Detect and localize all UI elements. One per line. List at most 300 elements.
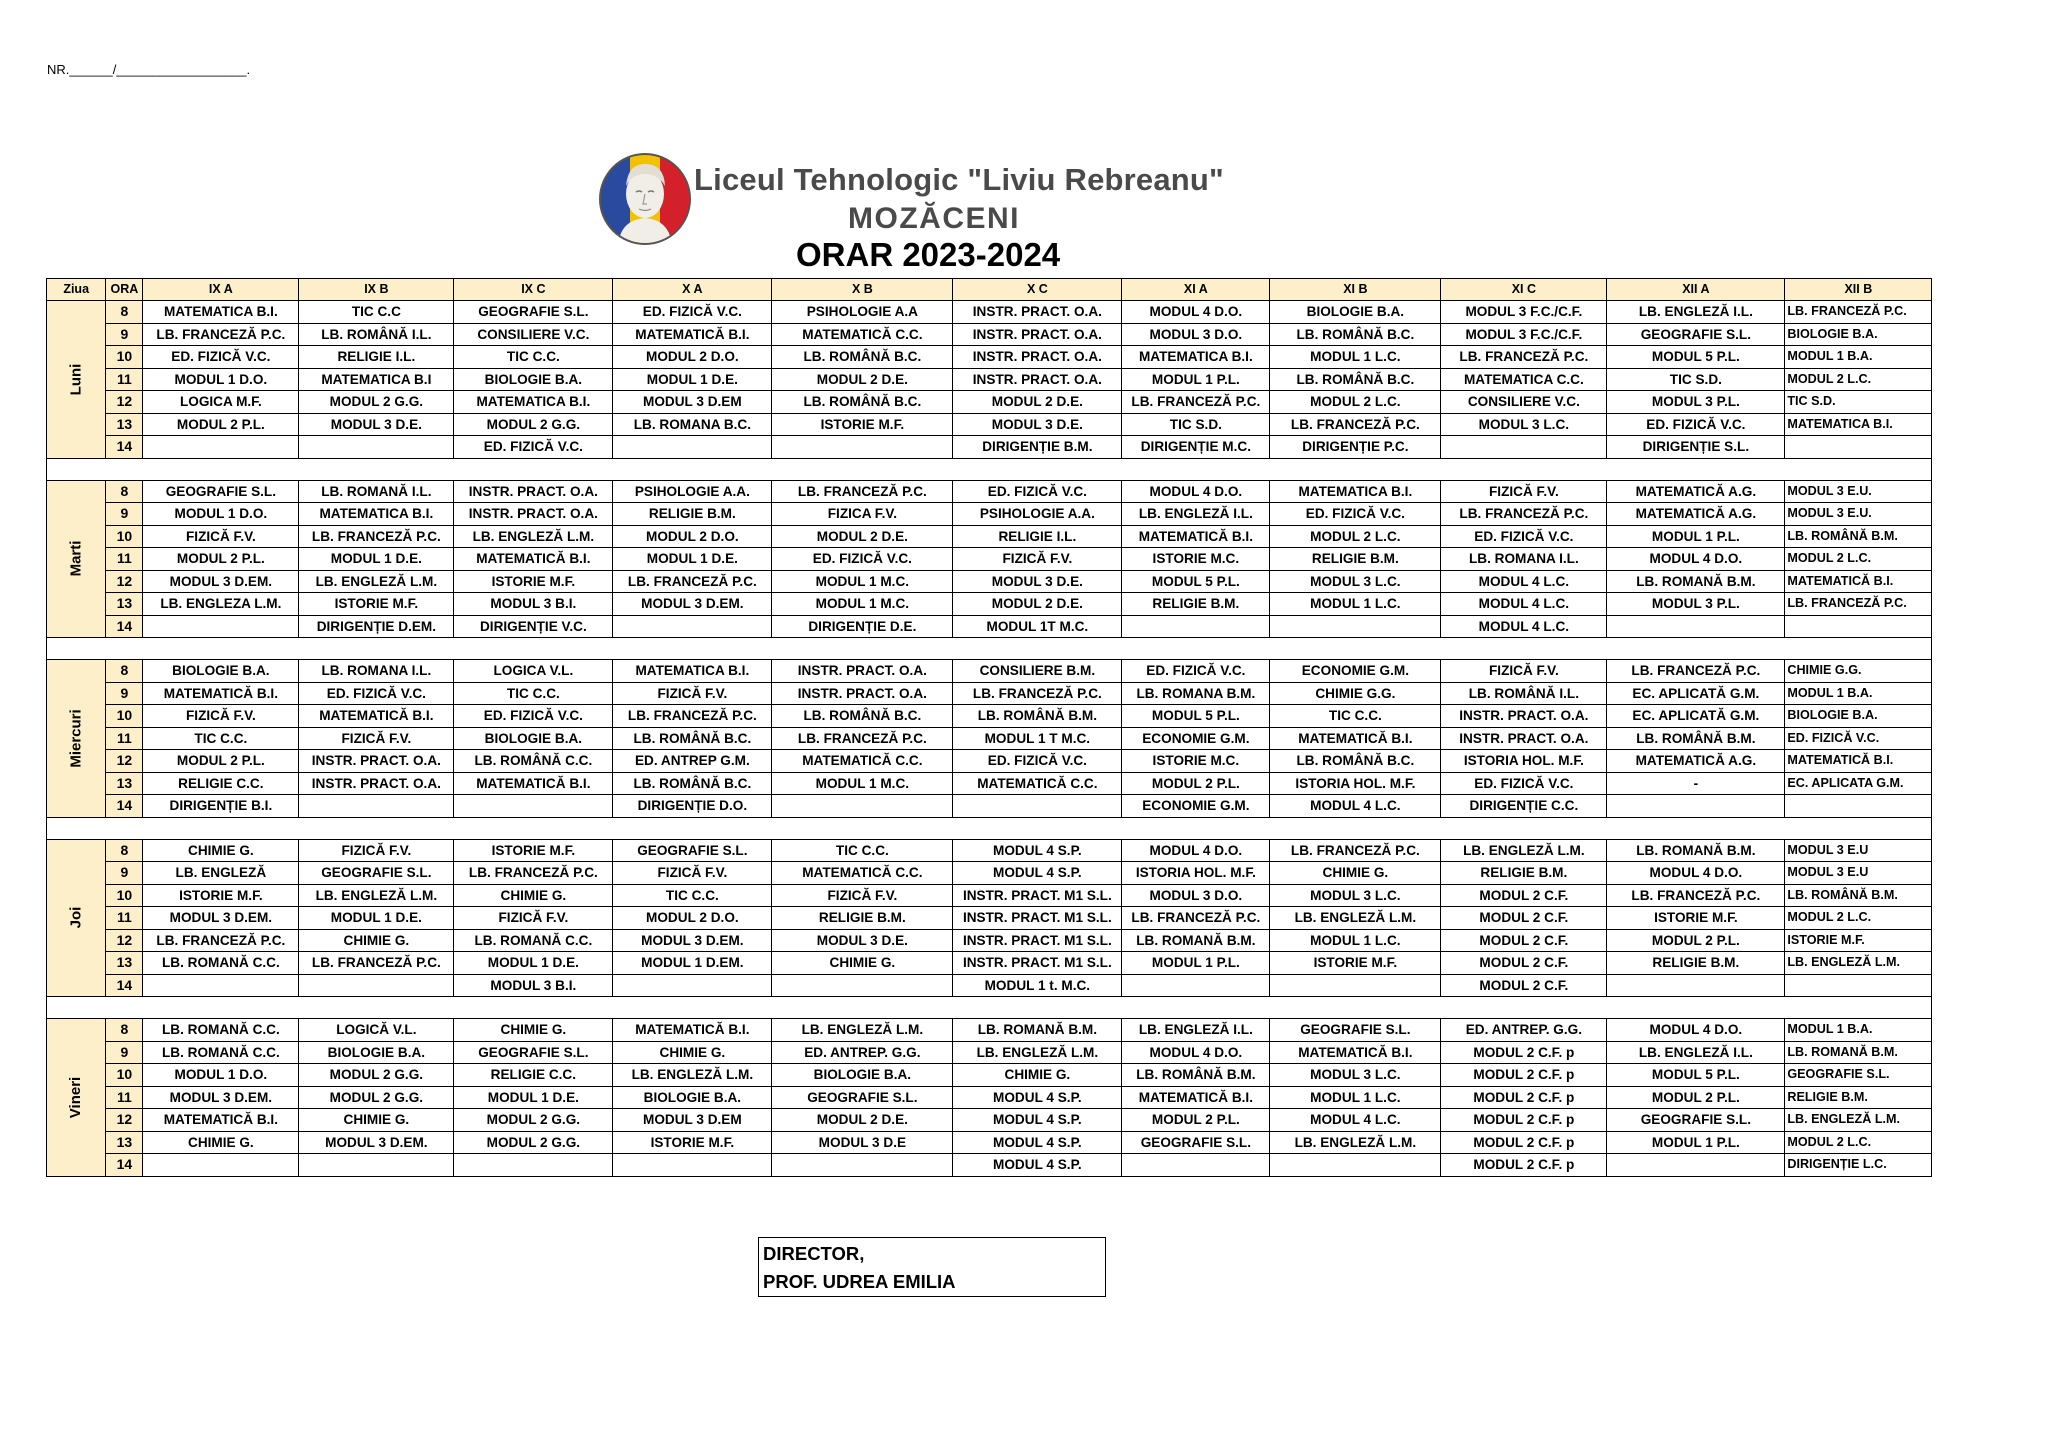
subject-cell: ED. FIZICĂ V.C.: [1607, 413, 1785, 436]
subject-cell: CHIMIE G.: [454, 884, 613, 907]
subject-cell: CHIMIE G.: [143, 1131, 299, 1154]
subject-cell: LB. FRANCEZĂ P.C.: [613, 570, 772, 593]
header-class: XI A: [1122, 279, 1270, 301]
subject-cell: [1270, 1154, 1441, 1177]
subject-cell: [454, 795, 613, 818]
subject-cell: MODUL 3 B.I.: [454, 974, 613, 997]
subject-cell: [613, 974, 772, 997]
subject-cell: MATEMATICĂ C.C.: [772, 750, 953, 773]
subject-cell: [1785, 615, 1932, 638]
subject-cell: MODUL 1 D.E.: [613, 368, 772, 391]
subject-cell: LB. ENGLEZĂ L.M.: [1270, 1131, 1441, 1154]
subject-cell: LB. ENGLEZĂ L.M.: [299, 884, 454, 907]
timetable-row: [47, 1086, 1932, 1109]
subject-cell: PSIHOLOGIE A.A.: [613, 480, 772, 503]
subject-cell: MATEMATICĂ B.I.: [299, 705, 454, 728]
subject-cell: MODUL 1 P.L.: [1122, 952, 1270, 975]
subject-cell: MATEMATICA B.I.: [454, 391, 613, 414]
subject-cell: MATEMATICĂ B.I.: [143, 1109, 299, 1132]
subject-cell: [1785, 436, 1932, 459]
subject-cell: MODUL 2 P.L.: [1607, 1086, 1785, 1109]
subject-cell: MODUL 2 P.L.: [1122, 1109, 1270, 1132]
header-class: IX A: [143, 279, 299, 301]
header-class: XI C: [1441, 279, 1607, 301]
subject-cell: INSTR. PRACT. O.A.: [1441, 705, 1607, 728]
header-class: IX C: [454, 279, 613, 301]
subject-cell: INSTR. PRACT. M1 S.L.: [953, 952, 1122, 975]
director-label: DIRECTOR,: [763, 1243, 865, 1264]
subject-cell: [1270, 974, 1441, 997]
subject-cell: LB. ROMÂNĂ B.C.: [772, 346, 953, 369]
subject-cell: MODUL 2 L.C.: [1270, 525, 1441, 548]
subject-cell: -: [1607, 772, 1785, 795]
subject-cell: LB. ROMANĂ B.M.: [1607, 570, 1785, 593]
subject-cell: INSTR. PRACT. O.A.: [299, 772, 454, 795]
subject-cell: MODUL 3 D.EM.: [613, 593, 772, 616]
header-class: X C: [953, 279, 1122, 301]
subject-cell: MODUL 3 D.O.: [1122, 323, 1270, 346]
subject-cell: [772, 795, 953, 818]
subject-cell: [1607, 795, 1785, 818]
separator-cell: [47, 817, 1932, 839]
timetable-row: [47, 772, 1932, 795]
subject-cell: RELIGIE C.C.: [143, 772, 299, 795]
subject-cell: MODUL 2 D.E.: [772, 368, 953, 391]
subject-cell: MODUL 5 P.L.: [1122, 570, 1270, 593]
hour-cell: 10: [106, 1064, 143, 1087]
subject-cell: MODUL 2 C.F. p: [1441, 1109, 1607, 1132]
subject-cell: ED. FIZICĂ V.C.: [1441, 772, 1607, 795]
hour-cell: 13: [106, 593, 143, 616]
hour-cell: 10: [106, 884, 143, 907]
subject-cell: RELIGIE I.L.: [953, 525, 1122, 548]
subject-cell: [772, 436, 953, 459]
subject-cell: MODUL 4 D.O.: [1607, 548, 1785, 571]
subject-cell: [299, 974, 454, 997]
subject-cell: DIRIGENȚIE P.C.: [1270, 436, 1441, 459]
subject-cell: LB. ROMÂNĂ B.C.: [1270, 368, 1441, 391]
subject-cell: MODUL 3 B.I.: [454, 593, 613, 616]
hour-cell: 12: [106, 391, 143, 414]
subject-cell: LB. FRANCEZĂ P.C.: [772, 480, 953, 503]
header-day: Ziua: [47, 279, 106, 301]
subject-cell: LB. ENGLEZĂ L.M.: [1441, 839, 1607, 862]
subject-cell: MODUL 3 L.C.: [1270, 570, 1441, 593]
subject-cell: MODUL 2 D.O.: [613, 525, 772, 548]
subject-cell: MODUL 2 C.F. p: [1441, 1041, 1607, 1064]
subject-cell: MODUL 2 L.C.: [1785, 368, 1932, 391]
subject-cell: INSTR. PRACT. M1 S.L.: [953, 907, 1122, 930]
day-cell: [47, 301, 106, 459]
subject-cell: DIRIGENȚIE B.I.: [143, 795, 299, 818]
subject-cell: MATEMATICĂ C.C.: [953, 772, 1122, 795]
subject-cell: MODUL 2 P.L.: [143, 413, 299, 436]
subject-cell: ED. FIZICĂ V.C.: [454, 436, 613, 459]
subject-cell: MODUL 3 D.E: [772, 1131, 953, 1154]
subject-cell: LB. ROMÂNĂ B.M.: [1122, 1064, 1270, 1087]
subject-cell: CONSILIERE B.M.: [953, 660, 1122, 683]
subject-cell: MODUL 2 C.F. p: [1441, 1131, 1607, 1154]
separator-cell: [47, 458, 1932, 480]
subject-cell: RELIGIE B.M.: [772, 907, 953, 930]
subject-cell: [1785, 795, 1932, 818]
subject-cell: [1785, 974, 1932, 997]
subject-cell: TIC C.C: [299, 301, 454, 324]
hour-cell: 9: [106, 1041, 143, 1064]
subject-cell: FIZICĂ F.V.: [772, 884, 953, 907]
subject-cell: LB. ROMANA I.L.: [299, 660, 454, 683]
subject-cell: LB. FRANCEZĂ P.C.: [953, 682, 1122, 705]
subject-cell: FIZICĂ F.V.: [613, 862, 772, 885]
subject-cell: ED. FIZICĂ V.C.: [1270, 503, 1441, 526]
subject-cell: LB. ROMÂNĂ I.L.: [1441, 682, 1607, 705]
subject-cell: MATEMATICĂ B.I.: [1270, 727, 1441, 750]
subject-cell: LB. ROMANĂ C.C.: [143, 1019, 299, 1042]
subject-cell: MODUL 4 D.O.: [1122, 480, 1270, 503]
day-separator: [47, 458, 1932, 480]
timetable-row: [47, 862, 1932, 885]
timetable-row: [47, 952, 1932, 975]
subject-cell: CHIMIE G.G.: [1270, 682, 1441, 705]
subject-cell: FIZICĂ F.V.: [143, 705, 299, 728]
subject-cell: MODUL 2 C.F.: [1441, 929, 1607, 952]
header-class: IX B: [299, 279, 454, 301]
subject-cell: MATEMATICĂ B.I.: [143, 682, 299, 705]
subject-cell: [1122, 974, 1270, 997]
hour-cell: 12: [106, 570, 143, 593]
subject-cell: MATEMATICĂ C.C.: [772, 323, 953, 346]
subject-cell: CHIMIE G.: [1270, 862, 1441, 885]
hour-cell: 11: [106, 368, 143, 391]
subject-cell: MODUL 1 D.E.: [299, 548, 454, 571]
hour-cell: 14: [106, 615, 143, 638]
subject-cell: DIRIGENȚIE L.C.: [1785, 1154, 1932, 1177]
timetable-row: [47, 795, 1932, 818]
subject-cell: MODUL 3 E.U.: [1785, 480, 1932, 503]
subject-cell: MODUL 2 G.G.: [454, 1109, 613, 1132]
subject-cell: MATEMATICĂ B.I.: [454, 772, 613, 795]
subject-cell: MODUL 5 P.L.: [1122, 705, 1270, 728]
subject-cell: MODUL 3 F.C./C.F.: [1441, 301, 1607, 324]
subject-cell: TIC C.C.: [1270, 705, 1441, 728]
subject-cell: BIOLOGIE B.A.: [772, 1064, 953, 1087]
subject-cell: MODUL 2 G.G.: [299, 391, 454, 414]
subject-cell: MODUL 4 S.P.: [953, 1154, 1122, 1177]
subject-cell: LB. ENGLEZĂ L.M.: [1785, 952, 1932, 975]
subject-cell: TIC C.C.: [454, 682, 613, 705]
subject-cell: ED. FIZICĂ V.C.: [613, 301, 772, 324]
subject-cell: MATEMATICA B.I.: [143, 301, 299, 324]
subject-cell: LB. FRANCEZĂ P.C.: [1270, 413, 1441, 436]
subject-cell: [1607, 974, 1785, 997]
subject-cell: MATEMATICA B.I.: [1122, 346, 1270, 369]
subject-cell: RELIGIE B.M.: [1270, 548, 1441, 571]
subject-cell: CHIMIE G.G.: [1785, 660, 1932, 683]
day-cell: [47, 660, 106, 818]
subject-cell: BIOLOGIE B.A.: [143, 660, 299, 683]
subject-cell: ISTORIE M.F.: [454, 839, 613, 862]
timetable: [46, 278, 1932, 1177]
subject-cell: MODUL 3 D.E.: [299, 413, 454, 436]
subject-cell: MODUL 2 P.L.: [1122, 772, 1270, 795]
day-label: Joi: [67, 906, 85, 929]
subject-cell: TIC S.D.: [1122, 413, 1270, 436]
subject-cell: LB. ROMÂNĂ B.M.: [953, 705, 1122, 728]
subject-cell: ISTORIE M.F.: [454, 570, 613, 593]
subject-cell: TIC C.C.: [143, 727, 299, 750]
subject-cell: LB. FRANCEZĂ P.C.: [1607, 884, 1785, 907]
hour-cell: 12: [106, 1109, 143, 1132]
subject-cell: FIZICĂ F.V.: [299, 839, 454, 862]
subject-cell: MODUL 4 S.P.: [953, 839, 1122, 862]
subject-cell: LB. FRANCEZĂ P.C.: [143, 929, 299, 952]
hour-cell: 8: [106, 839, 143, 862]
subject-cell: MODUL 4 D.O.: [1607, 1019, 1785, 1042]
subject-cell: MODUL 2 L.C.: [1785, 1131, 1932, 1154]
subject-cell: BIOLOGIE B.A.: [1785, 323, 1932, 346]
subject-cell: DIRIGENȚIE D.O.: [613, 795, 772, 818]
subject-cell: MODUL 1 D.E.: [299, 907, 454, 930]
subject-cell: LB. ROMÂNĂ B.C.: [772, 705, 953, 728]
subject-cell: DIRIGENȚIE B.M.: [953, 436, 1122, 459]
subject-cell: PSIHOLOGIE A.A: [772, 301, 953, 324]
subject-cell: MATEMATICĂ B.I.: [1270, 1041, 1441, 1064]
timetable-row: [47, 548, 1932, 571]
timetable-row: [47, 593, 1932, 616]
subject-cell: MODUL 1 D.EM.: [613, 952, 772, 975]
subject-cell: GEOGRAFIE S.L.: [1270, 1019, 1441, 1042]
subject-cell: LB. FRANCEZĂ P.C.: [1441, 346, 1607, 369]
subject-cell: CHIMIE G.: [299, 929, 454, 952]
subject-cell: CHIMIE G.: [454, 1019, 613, 1042]
subject-cell: LB. ENGLEZĂ L.M.: [772, 1019, 953, 1042]
subject-cell: ED. FIZICĂ V.C.: [953, 750, 1122, 773]
subject-cell: LB. FRANCEZĂ P.C.: [1270, 839, 1441, 862]
subject-cell: LOGICA V.L.: [454, 660, 613, 683]
subject-cell: LB. ENGLEZĂ I.L.: [1607, 1041, 1785, 1064]
subject-cell: ISTORIE M.C.: [1122, 750, 1270, 773]
subject-cell: [299, 1154, 454, 1177]
timetable-row: [47, 436, 1932, 459]
subject-cell: LB. ROMANA B.C.: [613, 413, 772, 436]
timetable-row: [47, 974, 1932, 997]
hour-cell: 11: [106, 1086, 143, 1109]
subject-cell: DIRIGENȚIE S.L.: [1607, 436, 1785, 459]
hour-cell: 14: [106, 795, 143, 818]
day-separator: [47, 638, 1932, 660]
subject-cell: MODUL 2 C.F. p: [1441, 1064, 1607, 1087]
timetable-row: [47, 413, 1932, 436]
subject-cell: INSTR. PRACT. O.A.: [953, 346, 1122, 369]
subject-cell: MODUL 2 L.C.: [1785, 548, 1932, 571]
timetable-header-row: [47, 279, 1932, 301]
subject-cell: RELIGIE B.M.: [613, 503, 772, 526]
subject-cell: MODUL 3 D.EM.: [143, 570, 299, 593]
subject-cell: MODUL 1 D.E.: [613, 548, 772, 571]
hour-cell: 9: [106, 682, 143, 705]
subject-cell: ED. FIZICĂ V.C.: [1441, 525, 1607, 548]
subject-cell: MODUL 3 D.O.: [1122, 884, 1270, 907]
subject-cell: MODUL 2 G.G.: [299, 1064, 454, 1087]
subject-cell: INSTR. PRACT. O.A.: [772, 682, 953, 705]
subject-cell: MODUL 3 D.EM.: [143, 907, 299, 930]
subject-cell: LOGICA M.F.: [143, 391, 299, 414]
hour-cell: 9: [106, 503, 143, 526]
subject-cell: LB. ROMÂNĂ B.M.: [1607, 727, 1785, 750]
subject-cell: LB. ENGLEZĂ L.M.: [1270, 907, 1441, 930]
timetable-row: [47, 1064, 1932, 1087]
subject-cell: LB. FRANCEZĂ P.C.: [299, 525, 454, 548]
subject-cell: ED. FIZICĂ V.C.: [1785, 727, 1932, 750]
subject-cell: MODUL 2 G.G.: [454, 1131, 613, 1154]
header-class: XI B: [1270, 279, 1441, 301]
timetable-row: [47, 929, 1932, 952]
hour-cell: 8: [106, 301, 143, 324]
subject-cell: LB. ROMÂNĂ B.M.: [1785, 525, 1932, 548]
subject-cell: PSIHOLOGIE A.A.: [953, 503, 1122, 526]
subject-cell: [772, 1154, 953, 1177]
subject-cell: LB. FRANCEZĂ P.C.: [454, 862, 613, 885]
subject-cell: ISTORIE M.F.: [613, 1131, 772, 1154]
hour-cell: 11: [106, 548, 143, 571]
hour-cell: 10: [106, 346, 143, 369]
subject-cell: ISTORIE M.F.: [299, 593, 454, 616]
hour-cell: 12: [106, 750, 143, 773]
subject-cell: MODUL 2 P.L.: [143, 750, 299, 773]
subject-cell: INSTR. PRACT. O.A.: [953, 301, 1122, 324]
subject-cell: MODUL 3 F.C./C.F.: [1441, 323, 1607, 346]
subject-cell: MATEMATICĂ B.I.: [1785, 570, 1932, 593]
hour-cell: 8: [106, 1019, 143, 1042]
subject-cell: MODUL 1 D.E.: [454, 1086, 613, 1109]
subject-cell: LB. ROMANĂ B.M.: [1607, 839, 1785, 862]
subject-cell: BIOLOGIE B.A.: [613, 1086, 772, 1109]
hour-cell: 14: [106, 1154, 143, 1177]
timetable-row: [47, 503, 1932, 526]
subject-cell: ED. FIZICĂ V.C.: [143, 346, 299, 369]
day-cell: [47, 480, 106, 638]
subject-cell: MATEMATICA B.I.: [299, 503, 454, 526]
subject-cell: ISTORIE M.F.: [1270, 952, 1441, 975]
subject-cell: MODUL 3 E.U: [1785, 862, 1932, 885]
registration-number-line: NR.______/__________________.: [47, 62, 251, 77]
subject-cell: [1607, 1154, 1785, 1177]
timetable-row: [47, 1109, 1932, 1132]
subject-cell: MATEMATICĂ B.I.: [454, 548, 613, 571]
subject-cell: CONSILIERE V.C.: [454, 323, 613, 346]
subject-cell: LB. ROMANĂ C.C.: [143, 952, 299, 975]
subject-cell: MODUL 4 S.P.: [953, 862, 1122, 885]
subject-cell: MODUL 2 P.L.: [1607, 929, 1785, 952]
subject-cell: MODUL 2 C.F.: [1441, 884, 1607, 907]
subject-cell: LB. ROMÂNĂ B.C.: [772, 391, 953, 414]
subject-cell: MATEMATICĂ B.I.: [1122, 1086, 1270, 1109]
subject-cell: MODUL 1 D.O.: [143, 368, 299, 391]
school-logo: [598, 152, 698, 252]
subject-cell: MODUL 2 C.F. p: [1441, 1154, 1607, 1177]
timetable-row: [47, 907, 1932, 930]
subject-cell: MODUL 4 S.P.: [953, 1131, 1122, 1154]
day-label: Luni: [67, 363, 85, 396]
subject-cell: LB. ROMANA I.L.: [1441, 548, 1607, 571]
timetable-row: [47, 615, 1932, 638]
subject-cell: TIC C.C.: [613, 884, 772, 907]
subject-cell: LB. ENGLEZĂ L.M.: [454, 525, 613, 548]
subject-cell: MODUL 3 L.C.: [1270, 884, 1441, 907]
timetable-row: [47, 480, 1932, 503]
hour-cell: 10: [106, 525, 143, 548]
subject-cell: [454, 1154, 613, 1177]
subject-cell: FIZICĂ F.V.: [454, 907, 613, 930]
header-class: X A: [613, 279, 772, 301]
subject-cell: [143, 1154, 299, 1177]
timetable-row: [47, 525, 1932, 548]
timetable-row: [47, 368, 1932, 391]
subject-cell: MODUL 5 P.L.: [1607, 346, 1785, 369]
subject-cell: LB. ROMÂNĂ B.C.: [1270, 750, 1441, 773]
subject-cell: MODUL 3 L.C.: [1270, 1064, 1441, 1087]
subject-cell: MODUL 3 D.EM: [613, 1109, 772, 1132]
subject-cell: MODUL 2 D.E.: [953, 391, 1122, 414]
subject-cell: MODUL 3 D.EM.: [299, 1131, 454, 1154]
subject-cell: ISTORIE M.F.: [1607, 907, 1785, 930]
subject-cell: MODUL 4 D.O.: [1122, 1041, 1270, 1064]
timetable-row: [47, 727, 1932, 750]
subject-cell: ISTORIA HOL. M.F.: [1441, 750, 1607, 773]
subject-cell: ISTORIE M.F.: [1785, 929, 1932, 952]
subject-cell: RELIGIE B.M.: [1785, 1086, 1932, 1109]
subject-cell: LB. ROMANĂ C.C.: [143, 1041, 299, 1064]
subject-cell: MATEMATICA C.C.: [1441, 368, 1607, 391]
subject-cell: MODUL 2 P.L.: [143, 548, 299, 571]
hour-cell: 13: [106, 772, 143, 795]
subject-cell: FIZICĂ F.V.: [1441, 660, 1607, 683]
timetable-row: [47, 682, 1932, 705]
subject-cell: MODUL 1 B.A.: [1785, 346, 1932, 369]
subject-cell: MODUL 1 P.L.: [1122, 368, 1270, 391]
timetable-row: [47, 570, 1932, 593]
hour-cell: 11: [106, 907, 143, 930]
subject-cell: MODUL 4 L.C.: [1441, 615, 1607, 638]
subject-cell: LB. FRANCEZĂ P.C.: [1785, 301, 1932, 324]
subject-cell: EC. APLICATA G.M.: [1785, 772, 1932, 795]
school-name: Liceul Tehnologic "Liviu Rebreanu": [694, 162, 1224, 197]
subject-cell: ECONOMIE G.M.: [1270, 660, 1441, 683]
subject-cell: MODUL 3 D.E.: [772, 929, 953, 952]
hour-cell: 14: [106, 436, 143, 459]
subject-cell: MATEMATICĂ B.I.: [613, 323, 772, 346]
subject-cell: LB. FRANCEZĂ P.C.: [613, 705, 772, 728]
subject-cell: LB. FRANCEZĂ P.C.: [299, 952, 454, 975]
subject-cell: ED. FIZICĂ V.C.: [953, 480, 1122, 503]
subject-cell: ED. FIZICĂ V.C.: [454, 705, 613, 728]
hour-cell: 9: [106, 862, 143, 885]
subject-cell: [1122, 615, 1270, 638]
subject-cell: MODUL 3 D.E.: [953, 570, 1122, 593]
subject-cell: MODUL 4 S.P.: [953, 1086, 1122, 1109]
timetable-row: [47, 660, 1932, 683]
timetable-row: [47, 323, 1932, 346]
header-class: XII B: [1785, 279, 1932, 301]
director-signature-box: [758, 1237, 1106, 1297]
subject-cell: MODUL 3 P.L.: [1607, 593, 1785, 616]
timetable-row: [47, 884, 1932, 907]
subject-cell: MODUL 1 L.C.: [1270, 1086, 1441, 1109]
subject-cell: MODUL 1 T M.C.: [953, 727, 1122, 750]
subject-cell: BIOLOGIE B.A.: [1270, 301, 1441, 324]
day-separator: [47, 817, 1932, 839]
subject-cell: INSTR. PRACT. O.A.: [1441, 727, 1607, 750]
